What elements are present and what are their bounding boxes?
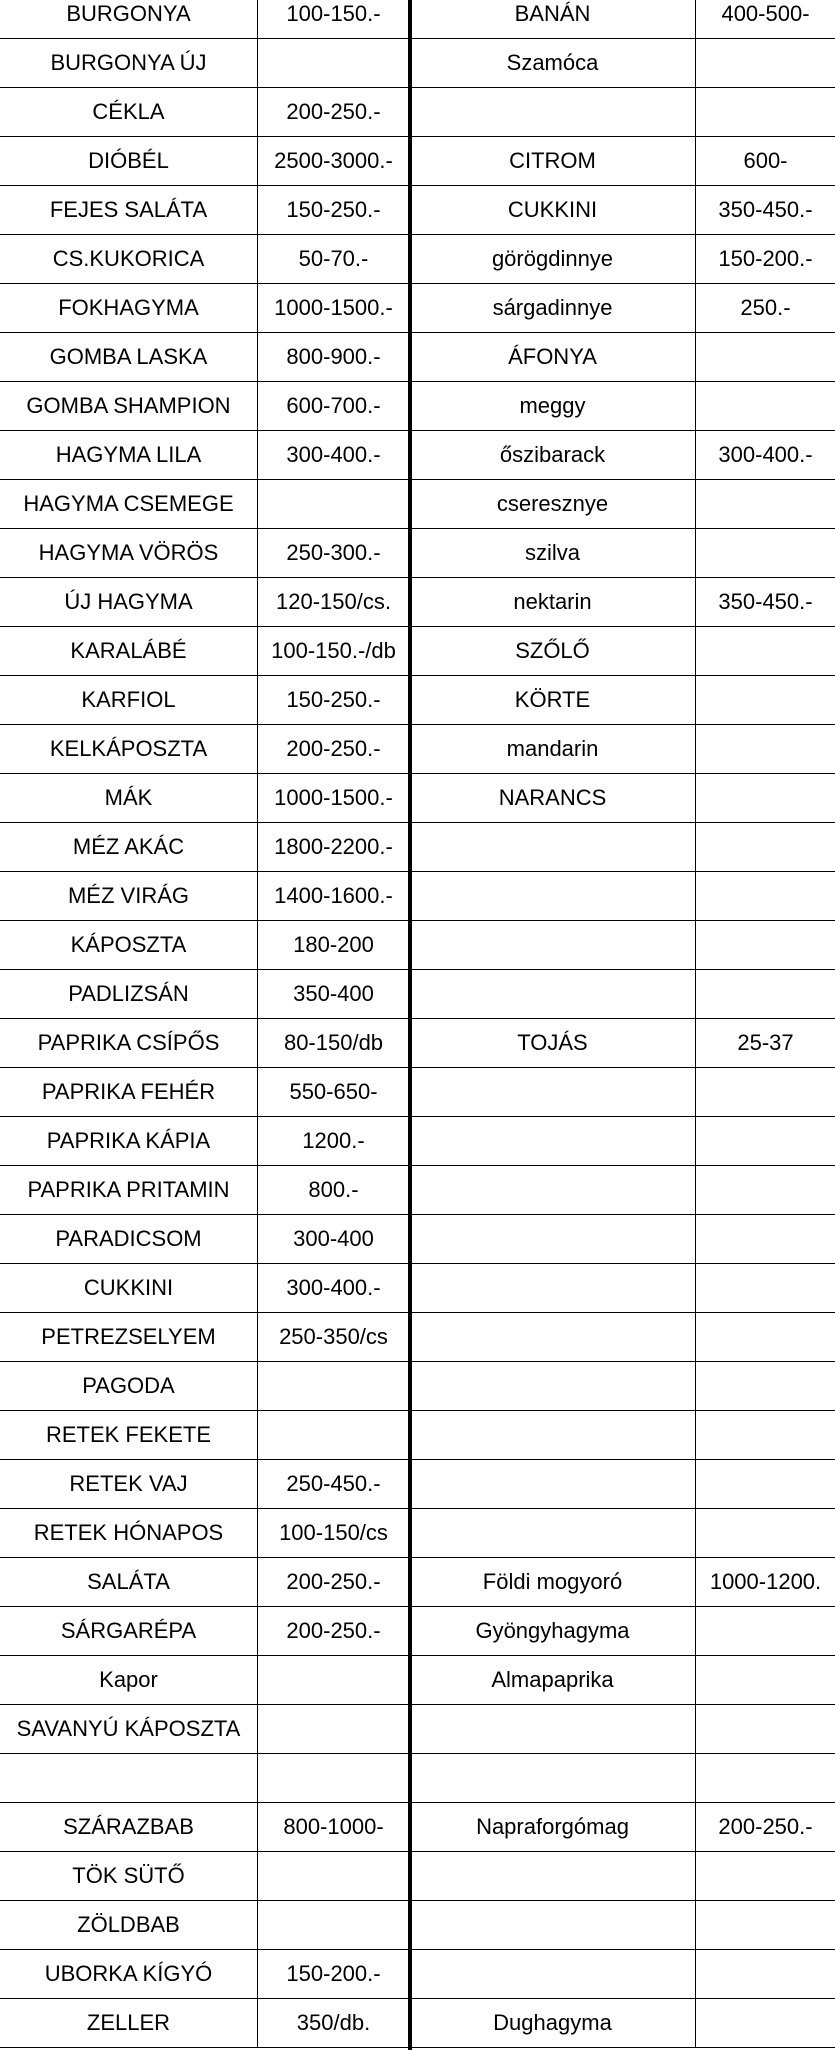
fruit-price-cell[interactable] — [696, 1950, 835, 1999]
fruit-price-cell[interactable] — [696, 1264, 835, 1313]
fruit-name-cell[interactable]: SZŐLŐ — [410, 627, 696, 676]
table-row — [0, 0, 835, 39]
product-name-cell[interactable]: DIÓBÉL — [0, 137, 258, 186]
table-row — [0, 235, 835, 284]
fruit-price-cell[interactable] — [696, 480, 835, 529]
product-name-cell[interactable]: BURGONYA — [0, 0, 258, 39]
product-price-cell[interactable]: 100-150/cs — [258, 1509, 410, 1558]
table-row — [0, 1656, 835, 1705]
product-price-cell[interactable]: 150-250.- — [258, 186, 410, 235]
product-price-cell[interactable] — [258, 1362, 410, 1411]
product-name-cell[interactable]: SÁRGARÉPA — [0, 1607, 258, 1656]
fruit-price-cell[interactable] — [696, 1705, 835, 1754]
product-name-cell[interactable]: GOMBA LASKA — [0, 333, 258, 382]
table-row — [0, 1607, 835, 1656]
fruit-name-cell[interactable] — [410, 921, 696, 970]
fruit-price-cell[interactable]: 300-400.- — [696, 431, 835, 480]
table-row — [0, 1362, 835, 1411]
table-row — [0, 1999, 835, 2048]
table-row — [0, 1558, 835, 1607]
table-row — [0, 1509, 835, 1558]
fruit-name-cell[interactable] — [410, 1215, 696, 1264]
fruit-price-cell[interactable] — [696, 529, 835, 578]
product-price-cell[interactable]: 250-450.- — [258, 1460, 410, 1509]
fruit-price-cell[interactable] — [696, 970, 835, 1019]
table-row — [0, 1950, 835, 1999]
table-row — [0, 627, 835, 676]
product-price-cell[interactable]: 600-700.- — [258, 382, 410, 431]
table-row — [0, 725, 835, 774]
fruit-name-cell[interactable] — [410, 1509, 696, 1558]
fruit-name-cell[interactable] — [410, 1950, 696, 1999]
fruit-price-cell[interactable]: 250.- — [696, 284, 835, 333]
table-row — [0, 1852, 835, 1901]
fruit-name-cell[interactable] — [410, 88, 696, 137]
fruit-price-cell[interactable] — [696, 1607, 835, 1656]
product-price-cell[interactable]: 300-400 — [258, 1215, 410, 1264]
table-row — [0, 137, 835, 186]
table-row — [0, 578, 835, 627]
product-name-cell[interactable]: KARALÁBÉ — [0, 627, 258, 676]
product-name-cell[interactable]: FOKHAGYMA — [0, 284, 258, 333]
fruit-name-cell[interactable]: TOJÁS — [410, 1019, 696, 1068]
fruit-name-cell[interactable]: NARANCS — [410, 774, 696, 823]
product-price-cell[interactable]: 1800-2200.- — [258, 823, 410, 872]
fruit-price-cell[interactable] — [696, 1068, 835, 1117]
product-price-cell[interactable]: 2500-3000.- — [258, 137, 410, 186]
fruit-price-cell[interactable] — [696, 1901, 835, 1950]
fruit-price-cell[interactable]: 25-37 — [696, 1019, 835, 1068]
fruit-name-cell[interactable] — [410, 1313, 696, 1362]
product-name-cell[interactable]: MÁK — [0, 774, 258, 823]
product-price-cell[interactable]: 1000-1500.- — [258, 774, 410, 823]
fruit-price-cell[interactable] — [696, 1656, 835, 1705]
fruit-name-cell[interactable] — [410, 1754, 696, 1803]
fruit-price-cell[interactable]: 200-250.- — [696, 1803, 835, 1852]
product-name-cell[interactable]: PARADICSOM — [0, 1215, 258, 1264]
fruit-price-cell[interactable] — [696, 1117, 835, 1166]
product-price-cell[interactable] — [258, 1411, 410, 1460]
fruit-name-cell[interactable] — [410, 1264, 696, 1313]
fruit-price-cell[interactable] — [696, 823, 835, 872]
product-name-cell[interactable]: MÉZ VIRÁG — [0, 872, 258, 921]
product-name-cell[interactable]: PETREZSELYEM — [0, 1313, 258, 1362]
product-price-cell[interactable]: 300-400.- — [258, 1264, 410, 1313]
fruit-price-cell[interactable] — [696, 1999, 835, 2048]
product-price-cell[interactable]: 800-900.- — [258, 333, 410, 382]
fruit-name-cell[interactable]: Napraforgómag — [410, 1803, 696, 1852]
product-name-cell[interactable]: SZÁRAZBAB — [0, 1803, 258, 1852]
product-name-cell[interactable]: UBORKA KÍGYÓ — [0, 1950, 258, 1999]
fruit-price-cell[interactable] — [696, 725, 835, 774]
product-name-cell[interactable]: MÉZ AKÁC — [0, 823, 258, 872]
fruit-price-cell[interactable] — [696, 39, 835, 88]
fruit-name-cell[interactable]: görögdinnye — [410, 235, 696, 284]
product-price-cell[interactable] — [258, 1754, 410, 1803]
product-name-cell[interactable]: PAGODA — [0, 1362, 258, 1411]
product-price-cell[interactable]: 80-150/db — [258, 1019, 410, 1068]
fruit-price-cell[interactable] — [696, 1215, 835, 1264]
product-price-cell[interactable] — [258, 39, 410, 88]
product-price-cell[interactable]: 300-400.- — [258, 431, 410, 480]
product-name-cell[interactable]: FEJES SALÁTA — [0, 186, 258, 235]
fruit-price-cell[interactable] — [696, 627, 835, 676]
product-price-cell[interactable] — [258, 1852, 410, 1901]
product-name-cell[interactable]: RETEK VAJ — [0, 1460, 258, 1509]
fruit-name-cell[interactable] — [410, 1852, 696, 1901]
fruit-price-cell[interactable]: 350-450.- — [696, 186, 835, 235]
fruit-price-cell[interactable] — [696, 382, 835, 431]
product-price-cell[interactable]: 800.- — [258, 1166, 410, 1215]
table-row — [0, 529, 835, 578]
fruit-name-cell[interactable] — [410, 1411, 696, 1460]
fruit-price-cell[interactable] — [696, 872, 835, 921]
product-name-cell[interactable] — [0, 1754, 258, 1803]
product-price-cell[interactable] — [258, 1656, 410, 1705]
table-row — [0, 970, 835, 1019]
product-price-cell[interactable] — [258, 1705, 410, 1754]
table-row — [0, 1166, 835, 1215]
product-name-cell[interactable]: SALÁTA — [0, 1558, 258, 1607]
table-row — [0, 823, 835, 872]
table-row — [0, 1411, 835, 1460]
table-row — [0, 921, 835, 970]
product-name-cell[interactable]: Kapor — [0, 1656, 258, 1705]
fruit-name-cell[interactable]: Földi mogyoró — [410, 1558, 696, 1607]
fruit-name-cell[interactable] — [410, 872, 696, 921]
table-row — [0, 1215, 835, 1264]
fruit-name-cell[interactable]: sárgadinnye — [410, 284, 696, 333]
table-row — [0, 1068, 835, 1117]
product-price-cell[interactable]: 200-250.- — [258, 725, 410, 774]
fruit-price-cell[interactable] — [696, 774, 835, 823]
product-name-cell[interactable]: HAGYMA LILA — [0, 431, 258, 480]
fruit-name-cell[interactable]: nektarin — [410, 578, 696, 627]
fruit-name-cell[interactable]: BANÁN — [410, 0, 696, 39]
fruit-price-cell[interactable] — [696, 1852, 835, 1901]
table-row — [0, 284, 835, 333]
fruit-price-cell[interactable]: 150-200.- — [696, 235, 835, 284]
fruit-name-cell[interactable]: Gyöngyhagyma — [410, 1607, 696, 1656]
product-price-cell[interactable]: 350/db. — [258, 1999, 410, 2048]
product-price-cell[interactable]: 150-250.- — [258, 676, 410, 725]
fruit-name-cell[interactable]: meggy — [410, 382, 696, 431]
product-name-cell[interactable]: TÖK SÜTŐ — [0, 1852, 258, 1901]
product-name-cell[interactable]: GOMBA SHAMPION — [0, 382, 258, 431]
product-price-cell[interactable]: 1000-1500.- — [258, 284, 410, 333]
table-row — [0, 88, 835, 137]
fruit-name-cell[interactable]: Dughagyma — [410, 1999, 696, 2048]
product-name-cell[interactable]: ZELLER — [0, 1999, 258, 2048]
fruit-name-cell[interactable]: mandarin — [410, 725, 696, 774]
product-price-cell[interactable]: 800-1000- — [258, 1803, 410, 1852]
product-price-cell[interactable]: 120-150/cs. — [258, 578, 410, 627]
table-row — [0, 333, 835, 382]
fruit-price-cell[interactable] — [696, 676, 835, 725]
fruit-name-cell[interactable]: szilva — [410, 529, 696, 578]
fruit-name-cell[interactable] — [410, 1705, 696, 1754]
table-row — [0, 1901, 835, 1950]
product-name-cell[interactable]: PADLIZSÁN — [0, 970, 258, 1019]
product-price-cell[interactable]: 200-250.- — [258, 1607, 410, 1656]
fruit-price-cell[interactable] — [696, 1411, 835, 1460]
fruit-name-cell[interactable] — [410, 1068, 696, 1117]
product-name-cell[interactable]: RETEK FEKETE — [0, 1411, 258, 1460]
table-row — [0, 39, 835, 88]
fruit-price-cell[interactable]: 400-500- — [696, 0, 835, 39]
fruit-name-cell[interactable]: ÁFONYA — [410, 333, 696, 382]
product-price-cell[interactable]: 100-150.-/db — [258, 627, 410, 676]
table-row — [0, 774, 835, 823]
fruit-price-cell[interactable]: 1000-1200. — [696, 1558, 835, 1607]
fruit-price-cell[interactable] — [696, 1166, 835, 1215]
product-name-cell[interactable]: PAPRIKA PRITAMIN — [0, 1166, 258, 1215]
fruit-price-cell[interactable] — [696, 1313, 835, 1362]
product-price-cell[interactable]: 1200.- — [258, 1117, 410, 1166]
fruit-price-cell[interactable] — [696, 1754, 835, 1803]
table-row — [0, 1460, 835, 1509]
table-row — [0, 1705, 835, 1754]
fruit-name-cell[interactable] — [410, 823, 696, 872]
fruit-name-cell[interactable]: cseresznye — [410, 480, 696, 529]
product-name-cell[interactable]: KÁPOSZTA — [0, 921, 258, 970]
fruit-name-cell[interactable]: Szamóca — [410, 39, 696, 88]
product-name-cell[interactable]: RETEK HÓNAPOS — [0, 1509, 258, 1558]
product-name-cell[interactable]: KARFIOL — [0, 676, 258, 725]
table-row — [0, 480, 835, 529]
table-row — [0, 431, 835, 480]
table-row — [0, 676, 835, 725]
product-price-cell[interactable]: 250-350/cs — [258, 1313, 410, 1362]
product-name-cell[interactable]: ÚJ HAGYMA — [0, 578, 258, 627]
table-row — [0, 1264, 835, 1313]
product-name-cell[interactable]: CUKKINI — [0, 1264, 258, 1313]
table-row — [0, 382, 835, 431]
fruit-name-cell[interactable]: CUKKINI — [410, 186, 696, 235]
table-row — [0, 872, 835, 921]
fruit-name-cell[interactable] — [410, 970, 696, 1019]
fruit-name-cell[interactable]: KÖRTE — [410, 676, 696, 725]
product-price-cell[interactable]: 550-650- — [258, 1068, 410, 1117]
product-name-cell[interactable]: PAPRIKA FEHÉR — [0, 1068, 258, 1117]
product-price-cell[interactable]: 180-200 — [258, 921, 410, 970]
fruit-name-cell[interactable] — [410, 1362, 696, 1411]
fruit-name-cell[interactable]: Almapaprika — [410, 1656, 696, 1705]
product-name-cell[interactable]: HAGYMA CSEMEGE — [0, 480, 258, 529]
fruit-price-cell[interactable]: 600- — [696, 137, 835, 186]
fruit-price-cell[interactable] — [696, 1362, 835, 1411]
fruit-name-cell[interactable]: CITROM — [410, 137, 696, 186]
product-name-cell[interactable]: PAPRIKA CSÍPŐS — [0, 1019, 258, 1068]
product-name-cell[interactable]: KELKÁPOSZTA — [0, 725, 258, 774]
product-price-cell[interactable]: 200-250.- — [258, 1558, 410, 1607]
table-row — [0, 1754, 835, 1803]
product-name-cell[interactable]: SAVANYÚ KÁPOSZTA — [0, 1705, 258, 1754]
table-row — [0, 1803, 835, 1852]
fruit-name-cell[interactable] — [410, 1117, 696, 1166]
product-price-cell[interactable]: 150-200.- — [258, 1950, 410, 1999]
fruit-price-cell[interactable] — [696, 1460, 835, 1509]
fruit-name-cell[interactable] — [410, 1166, 696, 1215]
product-name-cell[interactable]: CÉKLA — [0, 88, 258, 137]
product-name-cell[interactable]: BURGONYA ÚJ — [0, 39, 258, 88]
fruit-price-cell[interactable] — [696, 333, 835, 382]
table-row — [0, 186, 835, 235]
product-price-cell[interactable]: 250-300.- — [258, 529, 410, 578]
fruit-price-cell[interactable]: 350-450.- — [696, 578, 835, 627]
product-price-cell[interactable] — [258, 480, 410, 529]
table-row — [0, 1117, 835, 1166]
product-name-cell[interactable]: CS.KUKORICA — [0, 235, 258, 284]
fruit-price-cell[interactable] — [696, 1509, 835, 1558]
product-name-cell[interactable]: ZÖLDBAB — [0, 1901, 258, 1950]
product-price-cell[interactable]: 350-400 — [258, 970, 410, 1019]
table-row — [0, 1019, 835, 1068]
fruit-name-cell[interactable] — [410, 1901, 696, 1950]
fruit-price-cell[interactable] — [696, 88, 835, 137]
fruit-name-cell[interactable]: őszibarack — [410, 431, 696, 480]
product-name-cell[interactable]: PAPRIKA KÁPIA — [0, 1117, 258, 1166]
fruit-price-cell[interactable] — [696, 921, 835, 970]
product-price-cell[interactable]: 200-250.- — [258, 88, 410, 137]
product-price-cell[interactable]: 50-70.- — [258, 235, 410, 284]
table-row — [0, 1313, 835, 1362]
product-price-cell[interactable] — [258, 1901, 410, 1950]
fruit-name-cell[interactable] — [410, 1460, 696, 1509]
product-name-cell[interactable]: HAGYMA VÖRÖS — [0, 529, 258, 578]
product-price-cell[interactable]: 1400-1600.- — [258, 872, 410, 921]
product-price-cell[interactable]: 100-150.- — [258, 0, 410, 39]
